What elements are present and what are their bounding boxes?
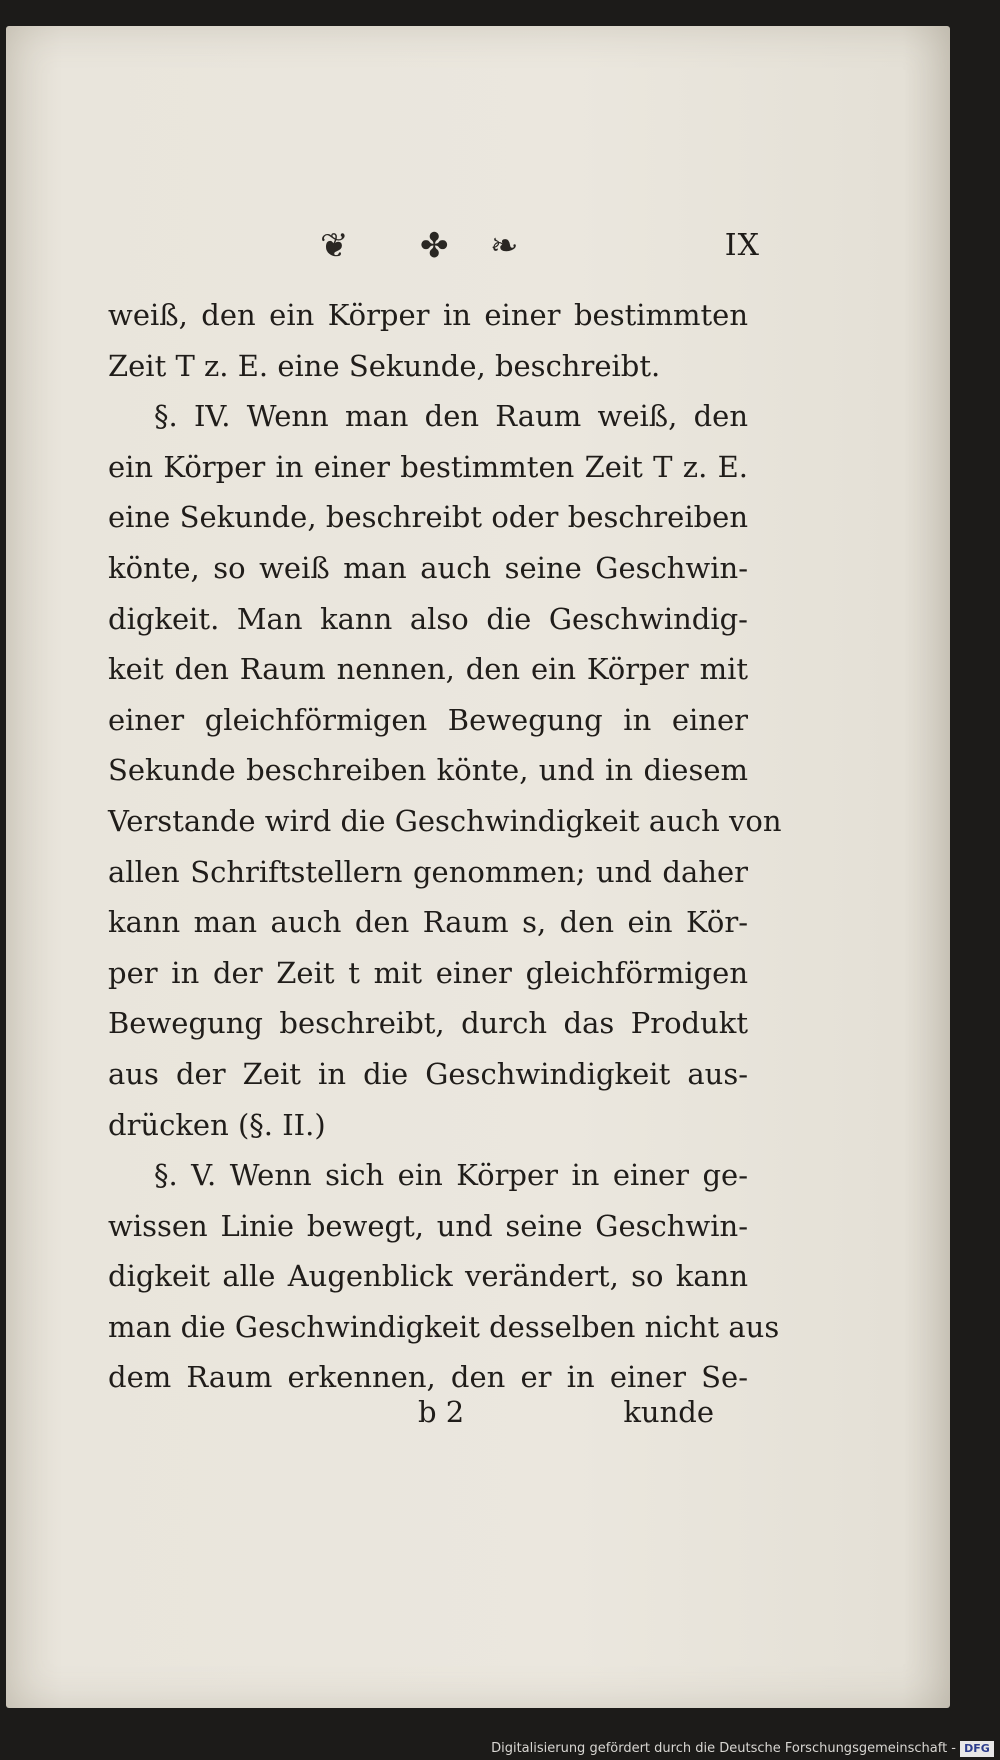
text-line: kann man auch den Raum s, den ein Kör-	[108, 905, 748, 940]
text-line: einer gleichförmigen Bewegung in einer	[108, 702, 748, 737]
dfg-logo-icon: DFG	[960, 1741, 994, 1757]
text-line: Zeit T z. E. eine Sekunde, beschreibt.	[108, 348, 661, 383]
ornament-center-icon: ✤	[420, 226, 449, 266]
text-line: digkeit alle Augenblick verändert, so kann	[108, 1259, 748, 1294]
text-line: wissen Linie bewegt, und seine Geschwin-	[108, 1208, 748, 1243]
text-line: keit den Raum nennen, den ein Körper mit	[108, 652, 748, 687]
text-line: Verstande wird die Geschwindigkeit auch von	[108, 803, 782, 838]
page-header	[300, 226, 760, 276]
page-footer	[108, 1395, 748, 1445]
text-line: digkeit. Man kann also die Geschwindig-	[108, 601, 748, 636]
text-line: aus der Zeit in die Geschwindigkeit aus-	[108, 1056, 748, 1091]
ornament-right-icon: ❧	[490, 226, 519, 266]
signature-mark: b 2	[418, 1395, 465, 1429]
text-line: §. IV. Wenn man den Raum weiß, den	[154, 399, 748, 434]
text-line: könte, so weiß man auch seine Geschwin-	[108, 550, 748, 585]
page-number: IX	[724, 228, 760, 263]
text-line: Bewegung beschreibt, durch das Produkt	[108, 1006, 748, 1041]
ornament-left-icon: ❦	[320, 226, 349, 266]
text-line: eine Sekunde, beschreibt oder beschreiben	[108, 500, 748, 535]
catchword: kunde	[623, 1395, 714, 1429]
body-text	[108, 290, 782, 1403]
text-line: dem Raum erkennen, den er in einer Se-	[108, 1360, 748, 1395]
text-line: man die Geschwindigkeit desselben nicht aus	[108, 1309, 780, 1344]
text-line: per in der Zeit t mit einer gleichförmigen	[108, 955, 748, 990]
text-line: allen Schriftstellern genommen; und daher	[108, 854, 748, 889]
text-line: §. V. Wenn sich ein Körper in einer ge-	[154, 1158, 748, 1193]
digitization-credit: Digitalisierung gefördert durch die Deutsche Forschungsgemeinschaft -	[491, 1741, 956, 1756]
text-line: Sekunde beschreiben könte, und in diesem	[108, 753, 748, 788]
text-line: weiß, den ein Körper in einer bestimmten	[108, 298, 748, 332]
text-line: ein Körper in einer bestimmten Zeit T z. E.	[108, 449, 748, 484]
text-line: drücken (§. II.)	[108, 1107, 326, 1142]
